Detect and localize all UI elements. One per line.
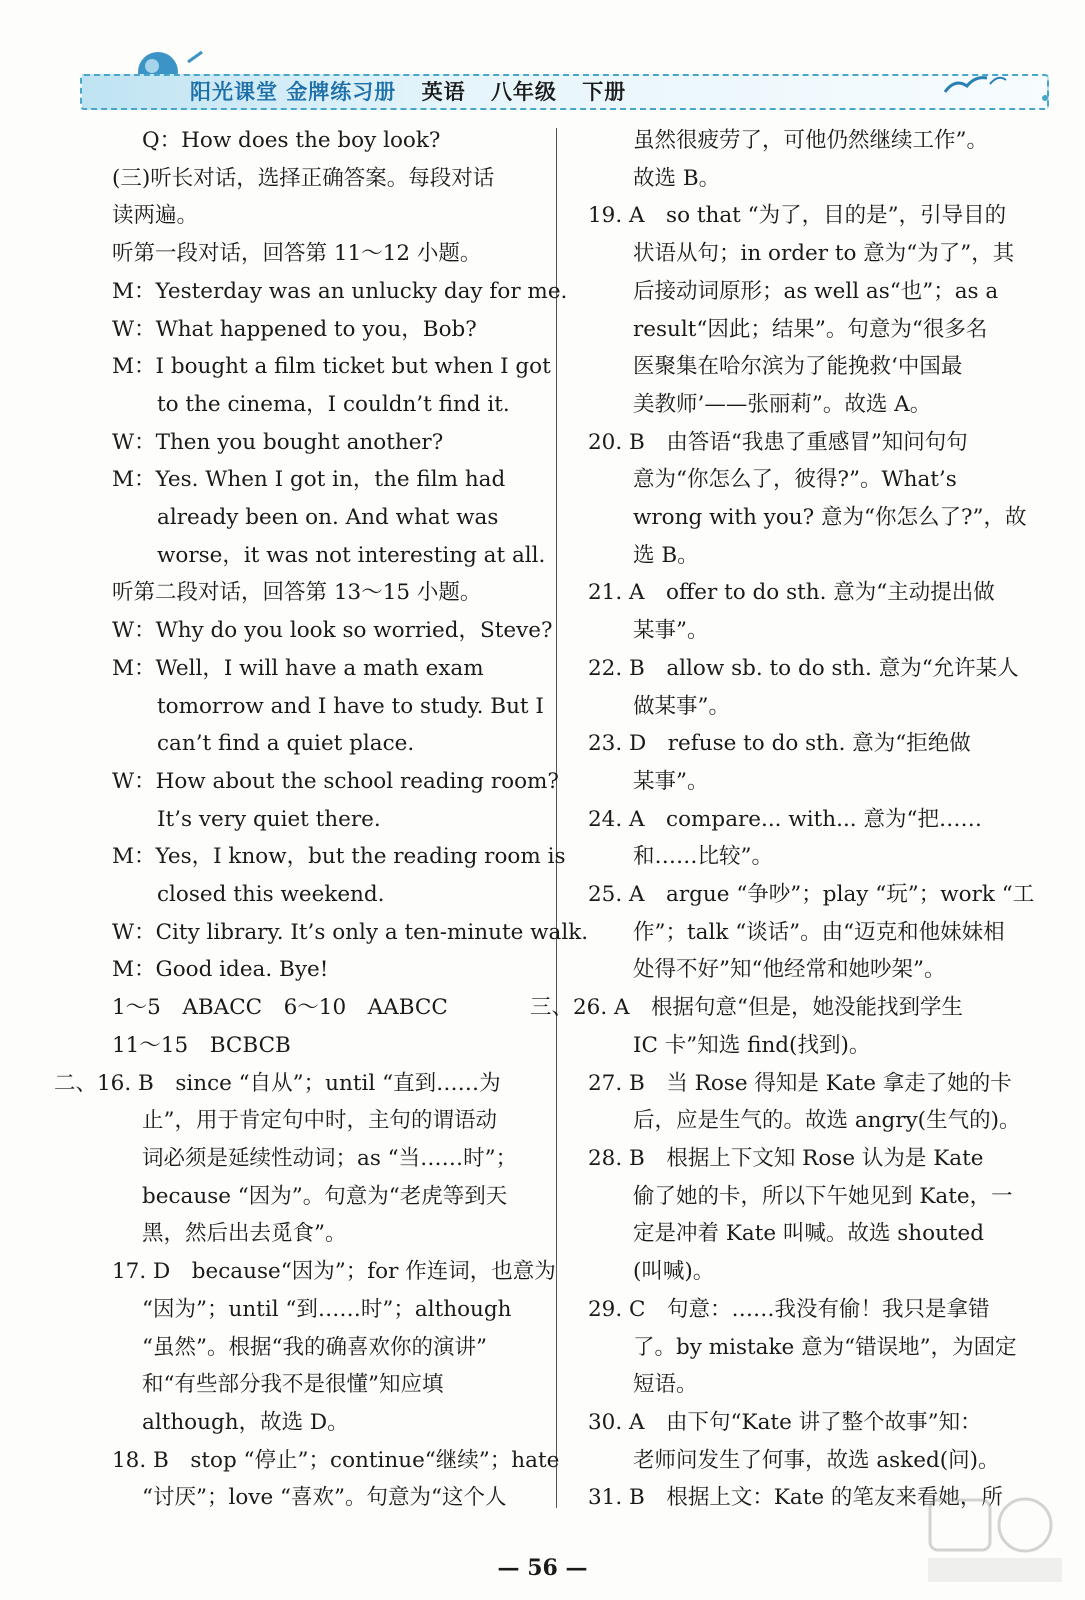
answer-explanation: 意为“你怎么了，彼得?”。What’s	[633, 467, 957, 493]
answer-explanation: 21. A offer to do sth. 意为“主动提出做	[588, 580, 995, 606]
section-heading: 读两遍。	[112, 203, 199, 229]
answer-key: 1～5 ABACC 6～10 AABCC	[112, 995, 448, 1021]
answer-explanation: 了。by mistake 意为“错误地”，为固定	[633, 1334, 1017, 1360]
answer-explanation: 定是冲着 Kate 叫喊。故选 shouted	[633, 1221, 985, 1247]
page-header	[70, 40, 1055, 120]
dialogue-line: to the cinema，I couldn’t find it.	[157, 391, 510, 417]
answer-explanation: 状语从句；in order to 意为“为了”，其	[633, 241, 1015, 267]
answer-explanation: 28. B 根据上下文知 Rose 认为是 Kate	[588, 1145, 984, 1171]
answer-explanation: (叫喊)。	[633, 1259, 715, 1285]
dialogue-line: W：Then you bought another?	[112, 429, 444, 455]
answer-explanation: 美教师’——张丽莉”。故选 A。	[633, 391, 932, 417]
answer-explanation: 某事”。	[633, 768, 709, 794]
answer-explanation: 词必须是延续性动词；as “当……时”；	[142, 1145, 518, 1171]
answer-explanation: 二、16. B since “自从”；until “直到……为	[54, 1070, 501, 1096]
volume: 下册	[582, 79, 627, 104]
dialogue-line: W：What happened to you，Bob?	[112, 316, 477, 342]
answer-explanation: 30. A 由下句“Kate 讲了整个故事”知：	[588, 1409, 982, 1435]
answer-explanation: IC 卡”知选 find(找到)。	[633, 1032, 871, 1058]
answer-explanation: 17. D because“因为”；for 作连词，也意为	[112, 1259, 556, 1285]
answer-explanation: 三、26. A 根据句意“但是，她没能找到学生	[530, 995, 964, 1021]
dialogue-line: can’t find a quiet place.	[157, 731, 415, 757]
answer-explanation: result“因此；结果”。句意为“很多名	[633, 316, 988, 342]
series-name: 阳光课堂 金牌练习册	[190, 79, 397, 104]
dialogue-line: W：Why do you look so worried，Steve?	[112, 618, 553, 644]
left-column	[54, 122, 589, 1517]
dialogue-instruction: 听第二段对话，回答第 13～15 小题。	[112, 580, 482, 606]
answer-explanation: 止”，用于肯定句中时，主句的谓语动	[142, 1108, 497, 1134]
answer-explanation: 老师问发生了何事，故选 asked(问)。	[633, 1447, 1000, 1473]
answer-explanation: 选 B。	[633, 542, 699, 568]
answer-explanation: 22. B allow sb. to do sth. 意为“允许某人	[588, 655, 1019, 681]
answer-explanation: 31. B 根据上文：Kate 的笔友来看她，所	[588, 1485, 1003, 1511]
answer-explanation: because “因为”。句意为“老虎等到天	[142, 1183, 508, 1209]
dialogue-line: tomorrow and I have to study. But I	[157, 693, 544, 719]
column-divider	[556, 128, 557, 1508]
dialogue-line: M：Yes. When I got in，the film had	[112, 467, 506, 493]
dialogue-line: M：I bought a film ticket but when I got	[112, 354, 551, 380]
answer-explanation: 短语。	[633, 1372, 698, 1398]
answer-explanation: “讨厌”；love “喜欢”。句意为“这个人	[142, 1485, 507, 1511]
right-column	[530, 122, 1040, 1517]
answer-explanation: 做某事”。	[633, 693, 730, 719]
answer-explanation: 处得不好”知“他经常和她吵架”。	[633, 957, 946, 983]
dialogue-line: closed this weekend.	[157, 882, 385, 908]
dialogue-line: already been on. And what was	[157, 505, 499, 531]
answer-explanation: 19. A so that “为了，目的是”，引导目的	[588, 203, 1007, 229]
dialogue-line: It’s very quiet there.	[157, 806, 381, 832]
answer-explanation: “因为”；until “到……时”；although	[142, 1296, 512, 1322]
grade: 八年级	[490, 79, 557, 104]
answer-explanation: 某事”。	[633, 618, 709, 644]
answer-explanation: 和……比较”。	[633, 844, 773, 870]
answer-explanation: 医聚集在哈尔滨为了能挽救‘中国最	[633, 354, 963, 380]
dialogue-line: worse，it was not interesting at all.	[157, 542, 546, 568]
section-heading: (三)听长对话，选择正确答案。每段对话	[112, 165, 495, 191]
answer-explanation: 黑，然后出去觅食”。	[142, 1221, 347, 1247]
answer-explanation: wrong with you? 意为“你怎么了?”，故	[633, 505, 1027, 531]
answer-explanation: although，故选 D。	[142, 1409, 349, 1435]
watermark-logo-icon	[920, 1490, 1070, 1590]
subject: 英语	[421, 79, 466, 104]
answer-explanation: 29. C 句意：……我没有偷！我只是拿错	[588, 1296, 990, 1322]
dialogue-instruction: 听第一段对话，回答第 11～12 小题。	[112, 241, 482, 267]
answer-explanation: 作”；talk “谈话”。由“迈克和他妹妹相	[633, 919, 1005, 945]
answer-explanation: 20. B 由答语“我患了重感冒”知问句句	[588, 429, 968, 455]
answer-explanation: 和“有些部分我不是很懂”知应填	[142, 1372, 444, 1398]
birds-decoration-icon	[935, 62, 1055, 102]
answer-key: 11～15 BCBCB	[112, 1032, 291, 1058]
answer-explanation: 偷了她的卡，所以下午她见到 Kate，一	[633, 1183, 1013, 1209]
answer-explanation: 后，应是生气的。故选 angry(生气的)。	[633, 1108, 1021, 1134]
question-line: Q：How does the boy look?	[142, 128, 441, 153]
dialogue-line: M：Good idea. Bye!	[112, 957, 329, 983]
dialogue-line: W：How about the school reading room?	[112, 768, 559, 794]
answer-explanation: “虽然”。根据“我的确喜欢你的演讲”	[142, 1334, 487, 1360]
dialogue-line: M：Well，I will have a math exam	[112, 655, 484, 681]
answer-explanation: 后接动词原形；as well as“也”；as a	[633, 278, 999, 304]
answer-explanation: 18. B stop “停止”；continue“继续”；hate	[112, 1447, 560, 1473]
dialogue-line: M：Yesterday was an unlucky day for me.	[112, 278, 568, 304]
dialogue-line: M：Yes，I know，but the reading room is	[112, 844, 566, 870]
answer-explanation: 27. B 当 Rose 得知是 Kate 拿走了她的卡	[588, 1070, 1012, 1096]
answer-explanation: 23. D refuse to do sth. 意为“拒绝做	[588, 731, 971, 757]
dialogue-line: W：City library. It’s only a ten-minute walk.	[112, 919, 589, 945]
answer-explanation: 虽然很疲劳了，可他仍然继续工作”。	[633, 128, 988, 153]
page-number: — 56 —	[497, 1555, 588, 1581]
answer-explanation: 25. A argue “争吵”；play “玩”；work “工	[588, 882, 1035, 908]
answer-explanation: 故选 B。	[633, 165, 721, 191]
answer-explanation: 24. A compare... with... 意为“把……	[588, 806, 982, 832]
header-title	[190, 76, 626, 106]
